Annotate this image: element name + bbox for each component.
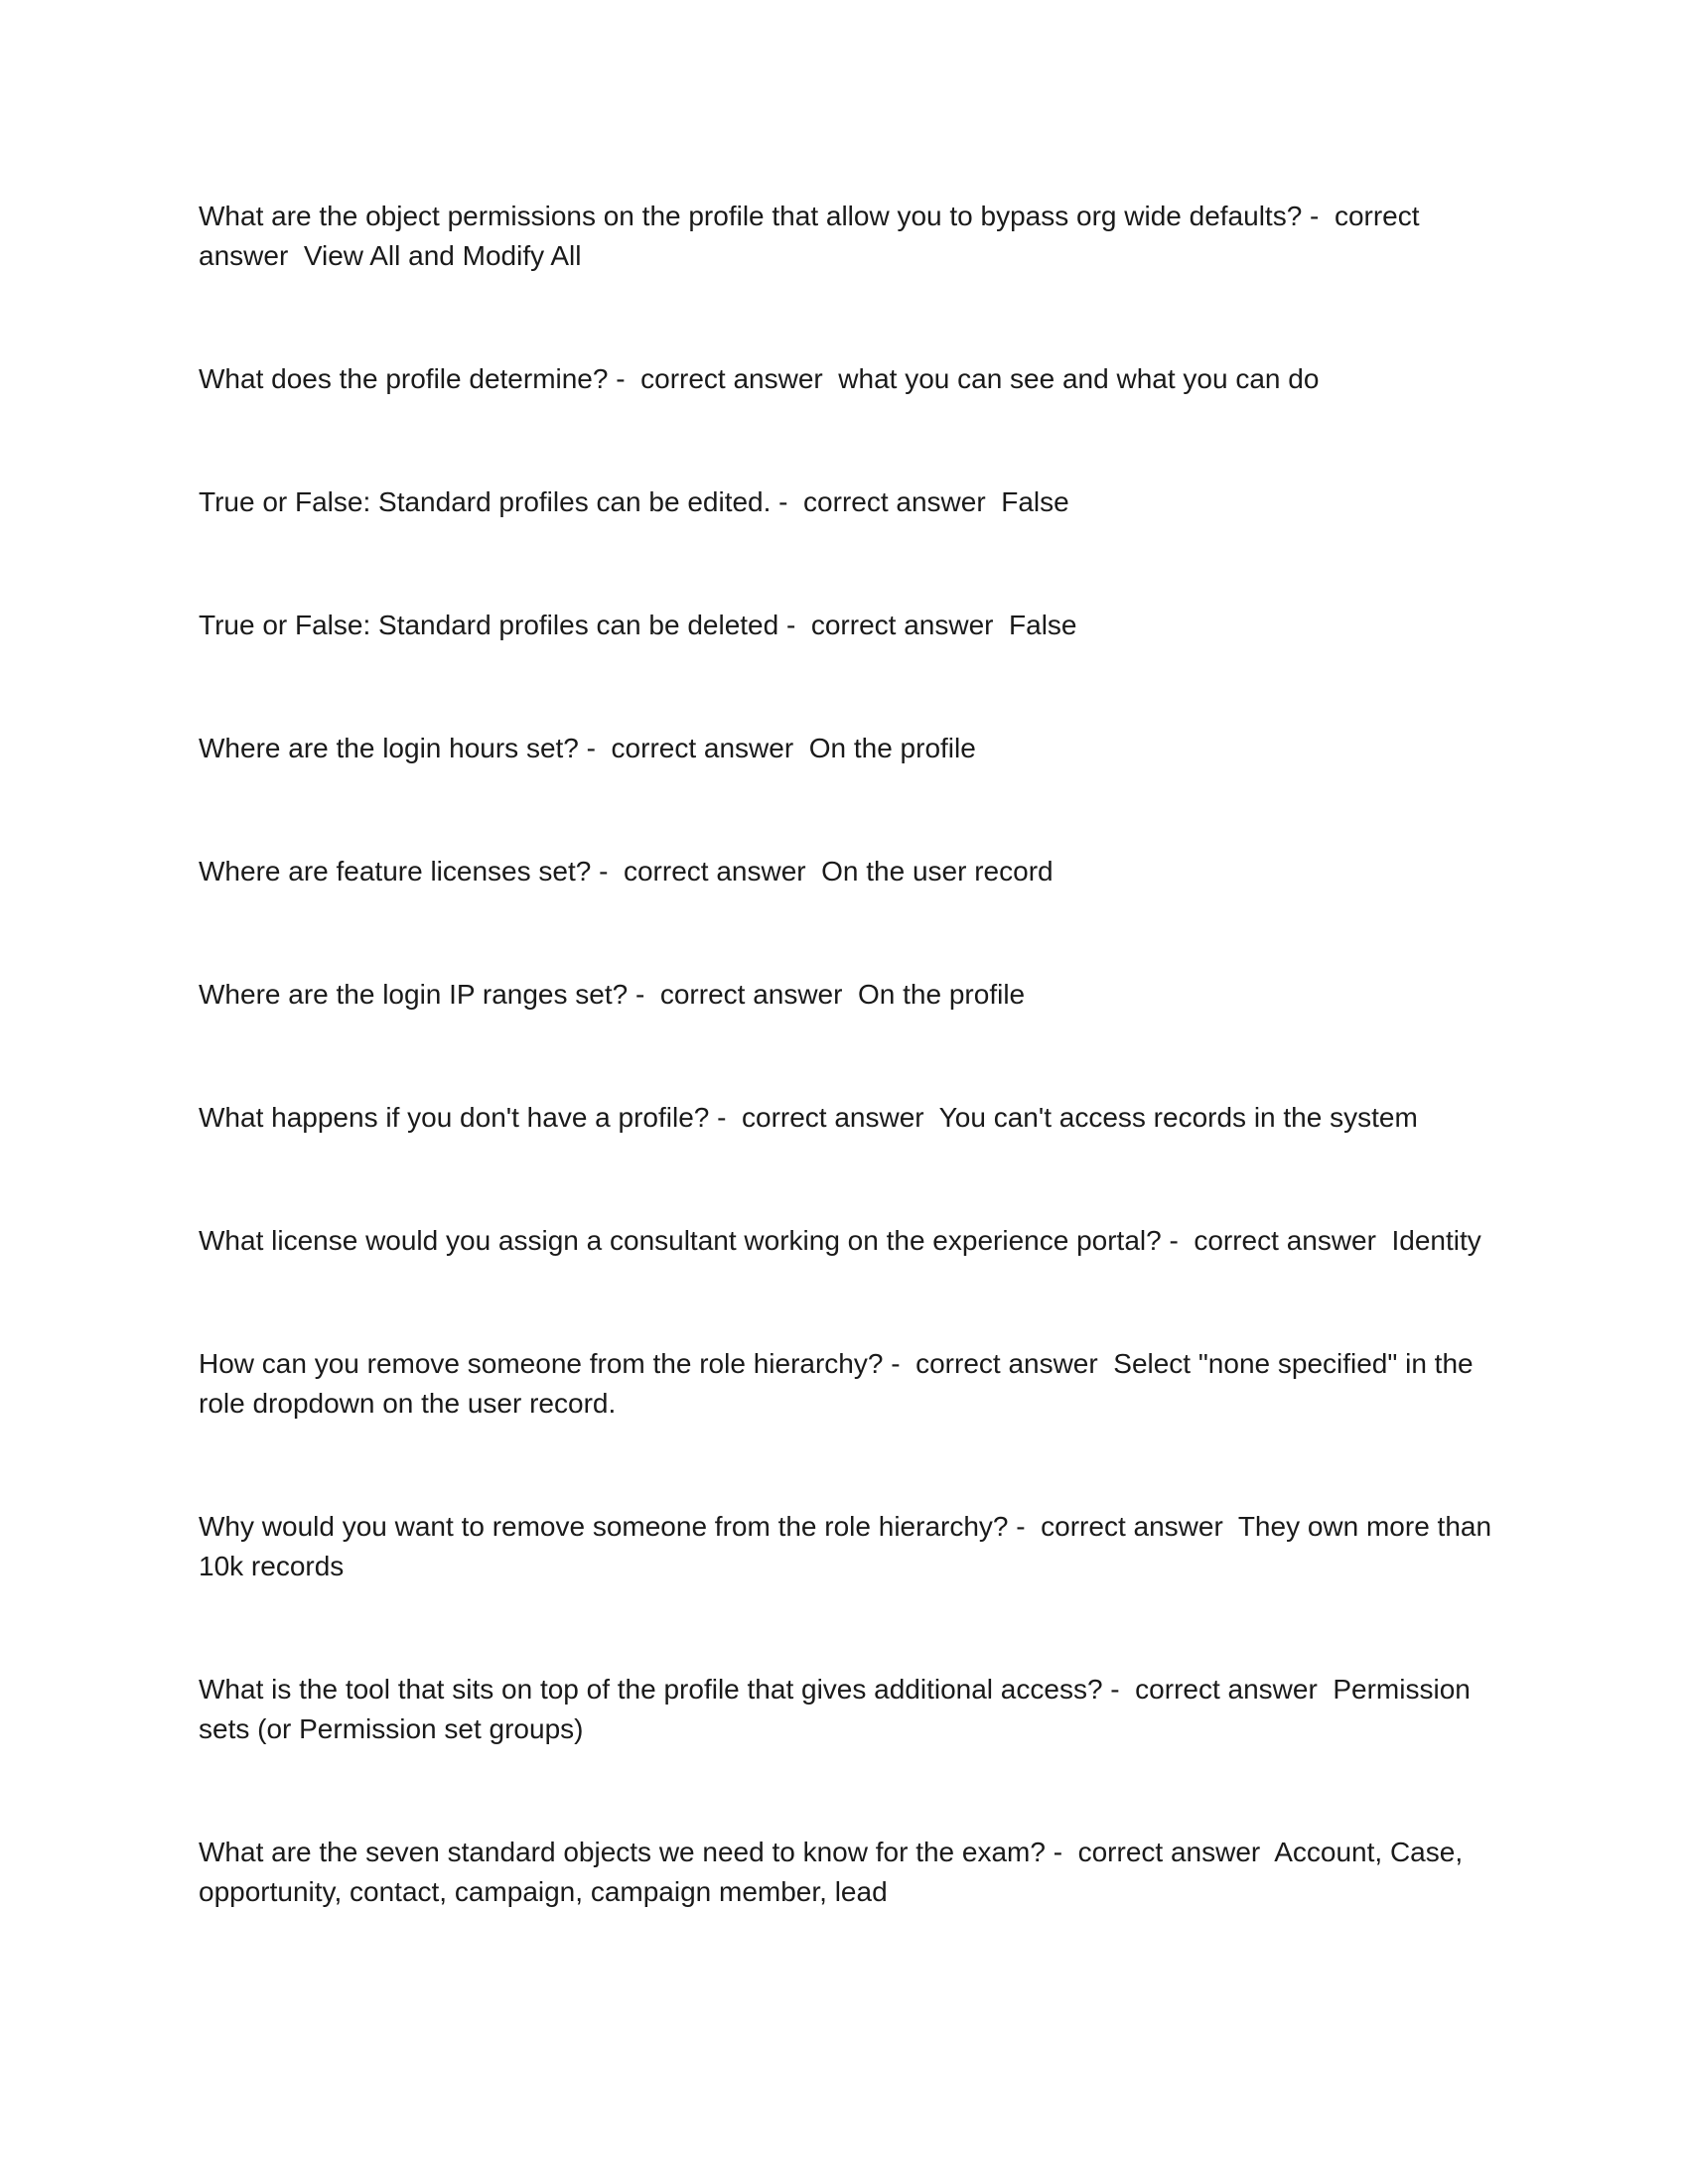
qa-item-9: What license would you assign a consultant working on the experience portal? - correct answer Identity — [199, 1225, 1481, 1256]
qa-item-13: What are the seven standard objects we need to know for the exam? - correct answer Account, Case, opportunity, contact, campaign, campaign member, lead — [199, 1837, 1471, 1907]
qa-item-6: Where are feature licenses set? - correct answer On the user record — [199, 856, 1054, 887]
qa-item-12: What is the tool that sits on top of the profile that gives additional access? - correct answer Permission sets (or Permission set groups) — [199, 1674, 1478, 1744]
qa-item-2: What does the profile determine? - correct answer what you can see and what you can do — [199, 363, 1320, 394]
qa-item-7: Where are the login IP ranges set? - correct answer On the profile — [199, 979, 1026, 1010]
qa-item-11: Why would you want to remove someone from the role hierarchy? - correct answer They own more than 10k records — [199, 1511, 1499, 1581]
qa-item-4: True or False: Standard profiles can be deleted - correct answer False — [199, 610, 1077, 640]
qa-item-5: Where are the login hours set? - correct answer On the profile — [199, 733, 976, 763]
qa-item-1: What are the object permissions on the profile that allow you to bypass org wide defaults? - correct answer View All and Modify All — [199, 201, 1428, 271]
qa-item-3: True or False: Standard profiles can be edited. - correct answer False — [199, 486, 1069, 517]
qa-item-8: What happens if you don't have a profile? - correct answer You can't access records in the system — [199, 1102, 1418, 1133]
qa-item-10: How can you remove someone from the role hierarchy? - correct answer Select "none specified" in the role dropdown on the user record. — [199, 1348, 1481, 1419]
